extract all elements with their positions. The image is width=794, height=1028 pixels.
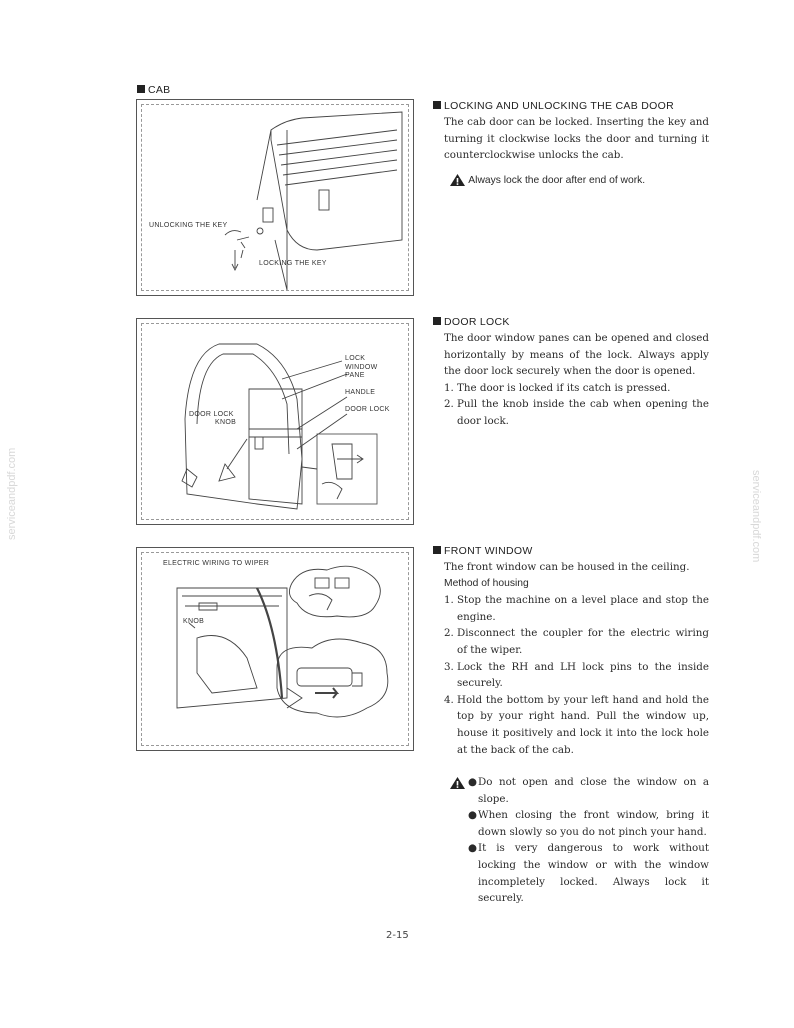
label-knob: KNOB (183, 618, 205, 625)
list-item: 4. Hold the bottom by your left hand and hold the top by your right hand. Pull the window up, house it positively and lock it into the lock hole at the back of the cab. (444, 693, 709, 756)
warning-item: ● Do not open and close the window on a slope. (468, 776, 709, 805)
label-door-lock-knob-1: DOOR LOCK (189, 411, 234, 418)
warning-line: Always lock the door after end of work. (433, 173, 709, 190)
figure-door-lock (136, 318, 414, 525)
list-item: 1. Stop the machine on a level place and stop the engine. (444, 594, 709, 623)
figure-cab-key (136, 99, 414, 296)
warning-block (449, 774, 709, 907)
square-bullet-icon (433, 546, 441, 554)
warning-item: ● When closing the front window, bring it down slowly so you do not pinch your hand. (468, 809, 709, 838)
section-body: The front window can be housed in the ceiling. (444, 561, 690, 573)
bullet-icon: ● (468, 842, 477, 855)
figure-front-window (136, 547, 414, 751)
section-body: The door window panes can be opened and closed horizontally by means of the lock. Always apply the door lock securely when the door is opened. (444, 332, 709, 378)
section-door-lock (433, 316, 709, 430)
section-locking (433, 100, 709, 189)
list-item: 2. Disconnect the coupler for the electric wiring of the wiper. (444, 627, 709, 656)
watermark-left: serviceandpdf.com (6, 447, 18, 540)
section-front-window (433, 545, 709, 758)
section-title: LOCKING AND UNLOCKING THE CAB DOOR (433, 100, 709, 112)
label-electric-wiring: ELECTRIC WIRING TO WIPER (163, 560, 270, 567)
page-number: 2-15 (386, 930, 409, 941)
square-bullet-icon (433, 317, 441, 325)
label-window-pane-1: WINDOW (345, 364, 378, 371)
list-item: 2. Pull the knob inside the cab when opening the door lock. (444, 398, 709, 427)
list-item: 1. The door is locked if its catch is pressed. (444, 381, 671, 394)
front-window-illustration (137, 548, 415, 752)
watermark-right: serviceandpdf.com (750, 470, 762, 563)
section-title: FRONT WINDOW (433, 545, 709, 557)
warning-triangle-icon (449, 776, 466, 790)
method-heading: Method of housing (444, 577, 529, 589)
square-bullet-icon (433, 101, 441, 109)
square-bullet-icon (137, 85, 145, 93)
label-door-lock: DOOR LOCK (345, 406, 390, 413)
label-locking-key: LOCKING THE KEY (259, 260, 327, 267)
label-unlocking-key: UNLOCKING THE KEY (149, 222, 228, 229)
label-door-lock-knob-2: KNOB (215, 419, 237, 426)
door-lock-illustration (137, 319, 415, 526)
cab-key-illustration (137, 100, 415, 297)
list-item: 3. Lock the RH and LH lock pins to the inside securely. (444, 660, 709, 690)
label-handle: HANDLE (345, 389, 376, 396)
bullet-icon: ● (468, 776, 477, 788)
warning-triangle-icon (449, 173, 466, 187)
cab-header: CAB (137, 84, 171, 96)
bullet-icon: ● (468, 809, 477, 822)
warning-item: ● It is very dangerous to work without locking the window or with the window incompletely locked. Always lock it securely. (468, 842, 709, 905)
label-lock: LOCK (345, 355, 366, 362)
label-window-pane-2: PANE (345, 372, 365, 379)
section-body: The cab door can be locked. Inserting the key and turning it clockwise locks the door and turning it counterclockwise unlocks the cab. (444, 116, 709, 162)
section-title: DOOR LOCK (433, 316, 709, 328)
